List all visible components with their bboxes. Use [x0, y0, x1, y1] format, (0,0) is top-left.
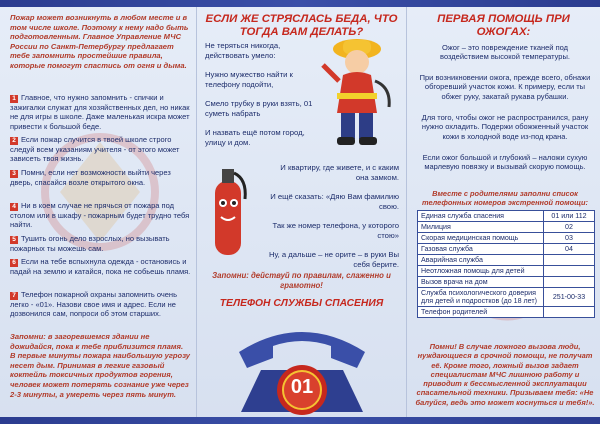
rescue-phone-number: 01	[290, 376, 314, 398]
rule-item: 5 Тушить огонь дело взрослых, но вызывать пожарных ты можешь сам.	[10, 234, 170, 253]
phone-cell: 02	[544, 222, 595, 233]
rule-item: 2 Если пожар случится в твоей школе строго следуй всем указаниям учителя - от этого может зависеть твоя жизнь.	[10, 135, 180, 164]
outro-text: Запомни: в загоревшемся здании не дожидайся, пока к тебе приблизится пламя. В первые минуты пожара наибольшую угрозу несет дым. Принимая в легкие газовый коктейль токсичных продуктов горения, человек может потерять сознание уже через 2-3 минуты, а умереть через пять минут.	[10, 332, 191, 399]
false-call-memo: Помни! В случае ложного вызова люди, нуждающиеся в срочной помощи, не получат её. Кроме того, ложный вызов задает специалистам МЧС лишнюю работу и приводит к бессмысленной эксплуатации спасательной техники. Призываем тебя: «Не балуйся, ведь это может коснуться и тебя!».	[415, 342, 595, 407]
table-row	[418, 233, 595, 244]
phone-cell: 251-00-33	[544, 288, 595, 307]
table-row	[418, 266, 595, 277]
top-border	[0, 0, 600, 7]
what-to-do-title: ЕСЛИ ЖЕ СТРЯСЛАСЬ БЕДА, ЧТО ТОГДА ВАМ ДЕЛАТЬ?	[205, 13, 398, 38]
table-row	[418, 277, 595, 288]
column-burn-first-aid	[407, 7, 600, 417]
service-name-cell: Газовая служба	[418, 244, 544, 255]
rule-item: 6 Если на тебе вспыхнула одежда - остановись и падай на землю и катайся, пока не собьешь пламя.	[10, 257, 191, 276]
service-name-cell: Служба психологического доверия для детей и подростков (до 18 лет)	[418, 288, 544, 307]
table-row	[418, 255, 595, 266]
service-name-cell: Вызов врача на дом	[418, 277, 544, 288]
rule-item: 7 Телефон пожарной охраны запомнить очень легко - «01». Назови свое имя и адрес. Если не дозвонился сам, попроси об этом старших.	[10, 290, 177, 319]
extinguisher-illustration	[207, 159, 249, 259]
emergency-phone-table	[417, 210, 595, 318]
intro-text: Пожар может возникнуть в любом месте и в том числе школе. Поэтому к нему надо быть подготовленным. Главное Управление МЧС России по Санкт-Петербургу предлагает тебе запомнить простейшие правила, которые помогут спастись от огня и дыма.	[10, 13, 189, 70]
table-row	[418, 244, 595, 255]
fireman-illustration	[315, 35, 399, 147]
table-row	[418, 211, 595, 222]
table-row	[418, 307, 595, 318]
service-name-cell: Аварийная служба	[418, 255, 544, 266]
poem-part-2: И квартиру, где живете, и с каким она замком. И ещё сказать: «Дяю Вам фамилию свою. Так же номер телефона, у которого стою» Ну, а дальше – не орите – в руки Вы себя берите.	[268, 163, 399, 270]
service-name-cell: Неотложная помощь для детей	[418, 266, 544, 277]
phone-cell	[544, 277, 595, 288]
first-aid-title: ПЕРВАЯ ПОМОЩЬ ПРИ ОЖОГАХ:	[437, 13, 570, 38]
first-aid-paragraph: Для того, чтобы ожог не распространился, рану нужно охладить. Подержи обожженный участок кожи в холодной воде из-под крана.	[421, 113, 589, 141]
first-aid-paragraph: При возникновении ожога, прежде всего, обнажи обгоревший участок кожи. К примеру, если ты обжег руку, закатай рукава рубашки.	[419, 73, 591, 101]
phone-list-title: Вместе с родителями заполни список телефонных номеров экстренной помощи:	[422, 189, 588, 207]
rule-item: 1 Главное, что нужно запомнить - спички и зажигалки служат для хозяйственных дел, но никак не для игры в школе. Даже маленькая искра может привести к большой беде.	[10, 93, 190, 131]
phone-cell: 03	[544, 233, 595, 244]
what-to-do-footer: Запомни: действуй по правилам, слаженно и грамотно!	[212, 271, 391, 290]
poem-part-1: Не теряться никогда, действовать умело: Нужно мужество найти к телефону подойти, Смело трубку в руки взять, 01 суметь набрать И назвать ещё потом город, улицу и дом.	[205, 41, 313, 148]
column-fire-rules	[0, 7, 197, 417]
telephone-illustration	[225, 312, 379, 416]
table-row	[418, 288, 595, 307]
service-name-cell: Телефон родителей	[418, 307, 544, 318]
first-aid-paragraph: Ожог – это повреждение тканей под воздействием высокой температуры.	[440, 43, 570, 62]
service-name-cell: Милиция	[418, 222, 544, 233]
phone-cell: 04	[544, 244, 595, 255]
rule-item: 3 Помни, если нет возможности выйти через дверь, спасайся возле открытого окна.	[10, 168, 171, 187]
first-aid-paragraph: Если ожог большой и глубокий – наложи сухую марлевую повязку и вызывай скорую помощь.	[422, 153, 588, 172]
service-name-cell: Единая служба спасения	[418, 211, 544, 222]
column-what-to-do	[197, 7, 407, 417]
phone-cell	[544, 266, 595, 277]
phone-cell	[544, 307, 595, 318]
bottom-border	[0, 417, 600, 424]
service-name-cell: Скорая медицинская помощь	[418, 233, 544, 244]
table-row	[418, 222, 595, 233]
phone-cell	[544, 255, 595, 266]
rule-item: 4 Ни в коем случае не прячься от пожара под столом или в шкафу - пожарным будет трудно тебя найти.	[10, 201, 190, 230]
rescue-phone-title: ТЕЛЕФОН СЛУЖБЫ СПАСЕНИЯ	[219, 298, 384, 309]
phone-cell: 01 или 112	[544, 211, 595, 222]
